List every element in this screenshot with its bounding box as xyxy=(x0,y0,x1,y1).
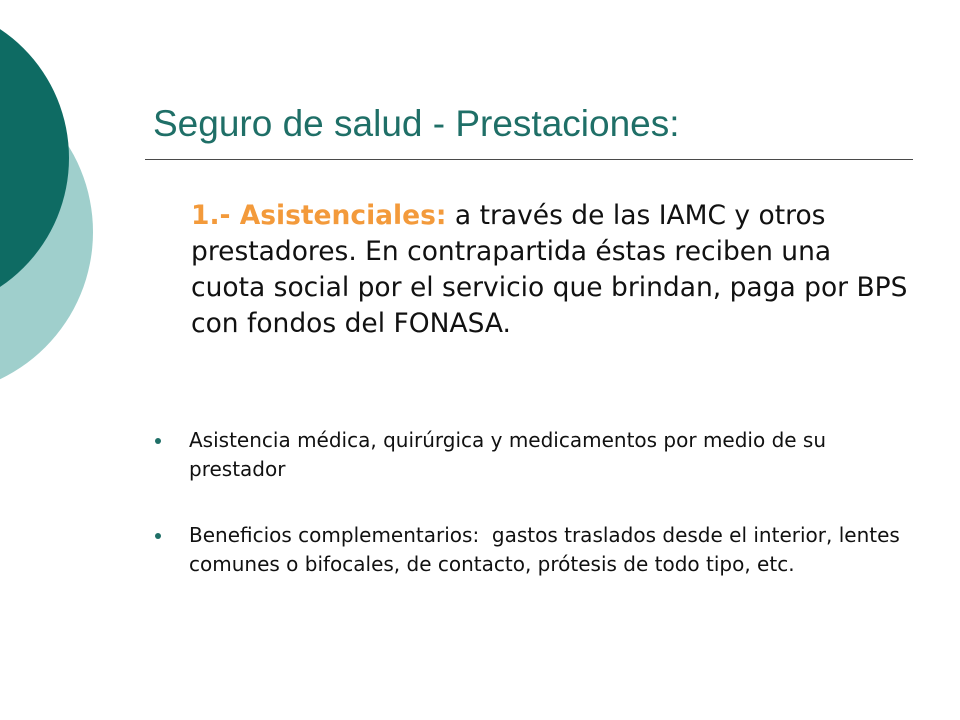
bullet-dot-icon xyxy=(155,533,161,539)
intro-paragraph xyxy=(191,198,911,342)
intro-text: a través de las IAMC y otros prestadores. En contrapartida éstas reciben una cuota social por el servicio que brindan, paga por BPS con fondos del FONASA. xyxy=(191,200,908,339)
slide-title: Seguro de salud - Prestaciones: xyxy=(153,103,680,144)
bullet-dot-icon xyxy=(155,438,161,444)
bullet-text: Beneficios complementarios: gastos traslados desde el interior, lentes comunes o bifocales, de contacto, prótesis de todo tipo, etc. xyxy=(189,523,907,576)
intro-highlight: 1.- Asistenciales: xyxy=(191,200,447,231)
title-divider xyxy=(145,159,913,160)
decorative-circles xyxy=(0,0,110,380)
bullet-text: Asistencia médica, quirúrgica y medicamentos por medio de su prestador xyxy=(189,428,827,481)
